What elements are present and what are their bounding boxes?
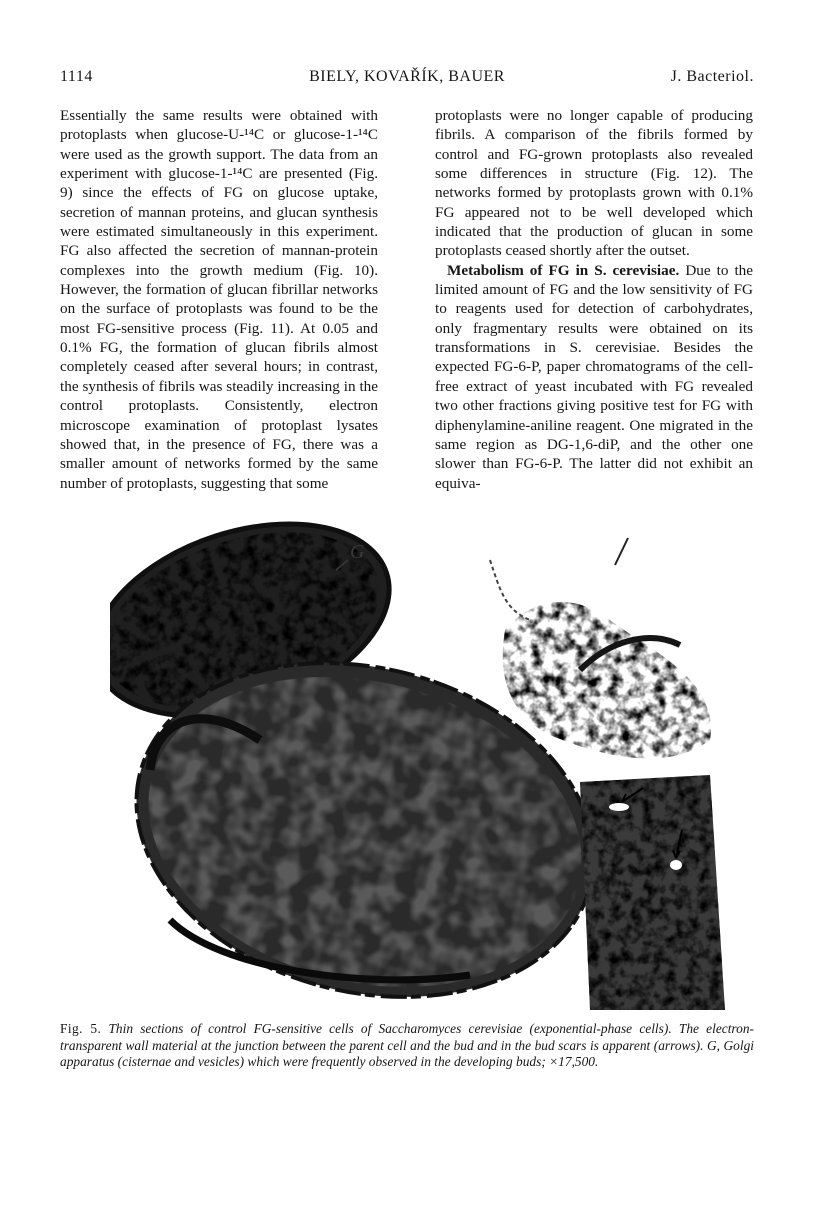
page-number: 1114 [60,68,93,85]
micrograph-image [110,520,750,1010]
caption-label: Fig. 5. [60,1021,102,1036]
body-paragraph: protoplasts were no longer capable of producing fibrils. A comparison of the fibrils formed by control and FG-grown protoplasts also revealed some differences in structure (Fig. 12). The networks formed by protoplasts grown with 0.1% FG appeared not to be well developed which indicated that the production of glucan in some protoplasts ceased shortly after the outset. [435,107,753,260]
section-text: Due to the limited amount of FG and the low sensitivity of FG to reagents used for detection of carbohydrates, only fragmentary results were obtained on its transformations in S. cerevisiae. Besides the expected FG-6-P, paper chromatograms of the cell-free extract of yeast incubated with FG revealed two other fractions giving positive test for FG with diphenylamine-aniline reagent. One migrated in the same region as DG-1,6-diP, and the other one slower than FG-6-P. The latter did not exhibit an equiva- [435,261,754,492]
micrograph-figure [110,520,750,1010]
left-column [60,106,378,493]
running-authors: BIELY, KOVAŘÍK, BAUER [309,68,505,85]
running-header [60,68,754,90]
section-paragraph [435,261,753,493]
section-heading: Metabolism of FG in S. cerevisiae. [447,261,680,279]
journal-name: J. Bacteriol. [670,68,754,85]
right-column [435,106,753,493]
inset-lower-right [580,775,725,1010]
golgi-label: G [350,541,365,563]
figure-caption [60,1021,754,1071]
inset-upper-right [490,538,711,759]
caption-text: Thin sections of control FG-sensitive cells of Saccharomyces cerevisiae (exponential-phase cells). The electron-transparent wall material at the junction between the parent cell and the bud and in the bud scars is apparent (arrows). G, Golgi apparatus (cisternae and vesicles) which were frequently observed in the developing buds; ×17,500. [60,1021,754,1069]
body-paragraph: Essentially the same results were obtained with protoplasts when glucose-U-¹⁴C or glucose-1-¹⁴C were used as the growth support. The data from an experiment with glucose-1-¹⁴C are presented (Fig. 9) since the effects of FG on glucose uptake, secretion of mannan proteins, and glucan synthesis were estimated simultaneously in this experiment. FG also affected the secretion of mannan-protein complexes into the growth medium (Fig. 10). However, the formation of glucan fibrillar networks on the surface of protoplasts was found to be the most FG-sensitive process (Fig. 11). At 0.05 and 0.1% FG, the formation of glucan fibrils almost completely ceased after several hours; in contrast, the synthesis of fibrils was steadily increasing in the control protoplasts. Consistently, electron microscope examination of protoplast lysates showed that, in the presence of FG, there was a smaller amount of networks formed by the same number of protoplasts, suggesting that some [60,107,378,492]
